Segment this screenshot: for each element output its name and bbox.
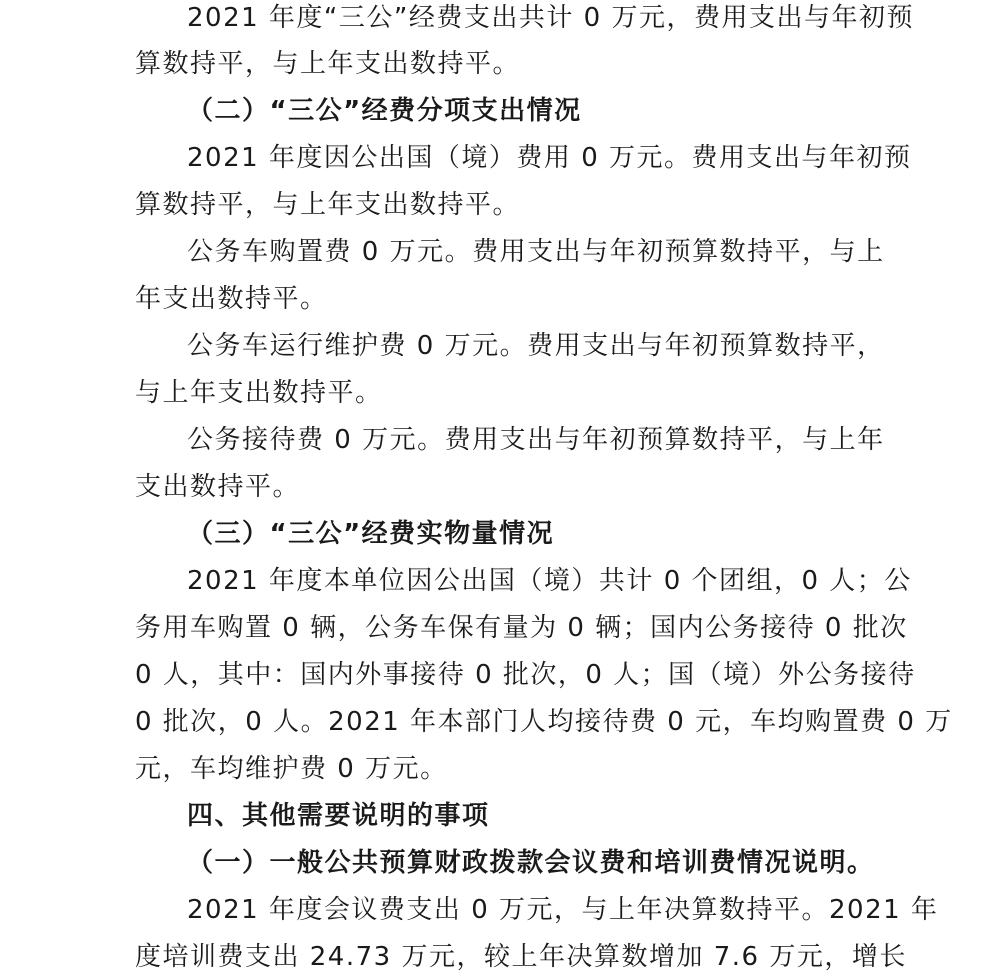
paragraph-line: 元，车均维护费 0 万元。 bbox=[135, 754, 448, 784]
section-heading: （一）一般公共预算财政拨款会议费和培训费情况说明。 bbox=[187, 848, 875, 878]
paragraph-line: 公务车购置费 0 万元。费用支出与年初预算数持平，与上 bbox=[187, 237, 885, 267]
paragraph-line: 0 批次，0 人。2021 年本部门人均接待费 0 元，车均购置费 0 万 bbox=[135, 707, 953, 737]
paragraph-line: 0 人，其中：国内外事接待 0 批次，0 人；国（境）外公务接待 bbox=[135, 660, 916, 690]
paragraph-line: 年支出数持平。 bbox=[135, 284, 328, 314]
paragraph-line: 2021 年度“三公”经费支出共计 0 万元，费用支出与年初预 bbox=[187, 3, 914, 33]
section-heading: （三）“三公”经费实物量情况 bbox=[187, 519, 555, 549]
paragraph-line: 2021 年度本单位因公出国（境）共计 0 个团组，0 人；公 bbox=[187, 566, 912, 596]
section-heading: 四、其他需要说明的事项 bbox=[187, 801, 490, 831]
paragraph-line: 2021 年度因公出国（境）费用 0 万元。费用支出与年初预 bbox=[187, 143, 912, 173]
paragraph-line: 务用车购置 0 辆，公务车保有量为 0 辆；国内公务接待 0 批次 bbox=[135, 613, 908, 643]
paragraph-line: 度培训费支出 24.73 万元，较上年决算数增加 7.6 万元，增长 bbox=[135, 942, 907, 972]
paragraph-line: 2021 年度会议费支出 0 万元，与上年决算数持平。2021 年 bbox=[187, 895, 939, 925]
paragraph-line: 公务车运行维护费 0 万元。费用支出与年初预算数持平， bbox=[187, 331, 885, 361]
paragraph-line: 算数持平，与上年支出数持平。 bbox=[135, 49, 521, 79]
paragraph-line: 算数持平，与上年支出数持平。 bbox=[135, 190, 521, 220]
paragraph-line: 支出数持平。 bbox=[135, 472, 301, 502]
paragraph-line: 与上年支出数持平。 bbox=[135, 378, 383, 408]
section-heading: （二）“三公”经费分项支出情况 bbox=[187, 96, 582, 126]
paragraph-line: 公务接待费 0 万元。费用支出与年初预算数持平，与上年 bbox=[187, 425, 885, 455]
